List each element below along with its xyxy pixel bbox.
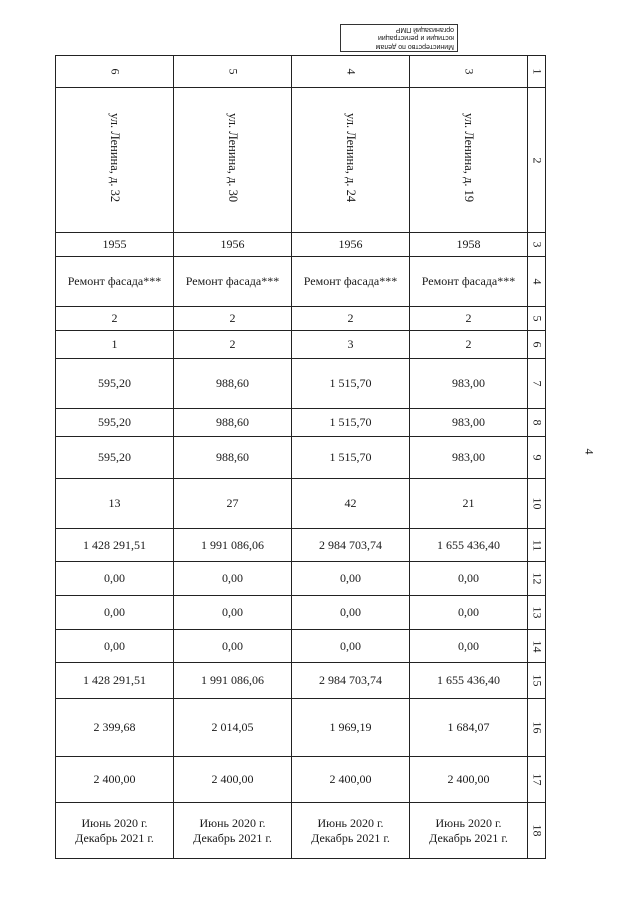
table-cell: 2 — [174, 307, 292, 331]
row-number — [528, 331, 546, 359]
table-cell: 0,00 — [174, 630, 292, 663]
table-row — [56, 479, 546, 529]
table-row — [56, 529, 546, 562]
table-cell: 0,00 — [410, 562, 528, 596]
row-number — [528, 359, 546, 409]
table-cell: 2 984 703,74 — [292, 663, 410, 699]
table-cell — [56, 88, 174, 233]
table-cell — [174, 803, 292, 859]
table-cell: 988,60 — [174, 437, 292, 479]
table-cell: 1 991 086,06 — [174, 663, 292, 699]
page-number: 4 — [582, 448, 597, 455]
table-cell: 1956 — [174, 233, 292, 257]
table-row — [56, 257, 546, 307]
end-date: Декабрь 2021 г. — [75, 830, 154, 845]
table-cell: 2 984 703,74 — [292, 529, 410, 562]
stamp-line-1: Министерство по делам — [375, 43, 454, 50]
table-cell: 0,00 — [174, 596, 292, 630]
cell-text: 3 — [462, 68, 476, 75]
table-cell: 2 — [410, 331, 528, 359]
cell-text: 5 — [226, 68, 240, 75]
address-text: ул. Ленина, д. 32 — [108, 113, 122, 203]
table-row — [56, 630, 546, 663]
row-number — [528, 409, 546, 437]
table-cell: Ремонт фасада*** — [410, 257, 528, 307]
row-number — [528, 437, 546, 479]
table-cell: 2 — [410, 307, 528, 331]
table-cell: 0,00 — [410, 630, 528, 663]
end-date: Декабрь 2021 г. — [311, 830, 390, 845]
table-row — [56, 409, 546, 437]
row-number-text: 12 — [530, 572, 544, 585]
table-cell: 0,00 — [292, 630, 410, 663]
row-number-text: 5 — [530, 315, 544, 322]
table-cell — [292, 803, 410, 859]
table-cell — [410, 803, 528, 859]
table-row — [56, 307, 546, 331]
row-number — [528, 88, 546, 233]
table-cell: 1 655 436,40 — [410, 663, 528, 699]
row-number — [528, 562, 546, 596]
repair-register-table — [55, 55, 546, 859]
table-cell: 2 014,05 — [174, 699, 292, 757]
table-cell: 2 400,00 — [410, 757, 528, 803]
table-cell: 0,00 — [410, 596, 528, 630]
table-cell: 0,00 — [292, 596, 410, 630]
row-number-text: 9 — [530, 454, 544, 461]
table-cell: 1958 — [410, 233, 528, 257]
row-number-text: 16 — [530, 721, 544, 734]
table-cell: 0,00 — [56, 596, 174, 630]
table-cell: 2 400,00 — [292, 757, 410, 803]
table-cell — [56, 56, 174, 88]
table-cell: 595,20 — [56, 359, 174, 409]
table-cell: 1 — [56, 331, 174, 359]
row-number-text: 18 — [530, 824, 544, 837]
address-text: ул. Ленина, д. 19 — [462, 113, 476, 203]
row-number — [528, 699, 546, 757]
stamp-line-2: юстиции и регистрации — [377, 34, 454, 42]
row-number — [528, 257, 546, 307]
table-cell: 988,60 — [174, 359, 292, 409]
table-cell: 1 991 086,06 — [174, 529, 292, 562]
table-row — [56, 596, 546, 630]
table-cell: 0,00 — [56, 562, 174, 596]
row-number-text: 3 — [530, 241, 544, 248]
table-cell: 983,00 — [410, 359, 528, 409]
table-row — [56, 56, 546, 88]
row-number-text: 7 — [530, 380, 544, 387]
start-date: Июнь 2020 г. — [317, 815, 384, 830]
table-cell: 2 400,00 — [174, 757, 292, 803]
row-number — [528, 479, 546, 529]
start-date: Июнь 2020 г. — [81, 815, 148, 830]
table-row — [56, 757, 546, 803]
row-number-text: 17 — [530, 773, 544, 786]
table-row — [56, 803, 546, 859]
table-cell — [292, 56, 410, 88]
row-number-text: 2 — [530, 157, 544, 163]
ministry-stamp — [340, 24, 458, 52]
table-cell: 1 428 291,51 — [56, 529, 174, 562]
row-number-text: 8 — [530, 419, 544, 426]
end-date: Декабрь 2021 г. — [193, 830, 272, 845]
table-cell: 983,00 — [410, 437, 528, 479]
table-cell: Ремонт фасада*** — [292, 257, 410, 307]
row-number — [528, 307, 546, 331]
row-number — [528, 233, 546, 257]
table-cell: 1 515,70 — [292, 437, 410, 479]
row-number-text: 6 — [530, 341, 544, 348]
address-text: ул. Ленина, д. 24 — [344, 113, 358, 203]
table-cell — [410, 56, 528, 88]
table-cell — [410, 88, 528, 233]
table-cell: 21 — [410, 479, 528, 529]
row-number-text: 1 — [530, 68, 544, 75]
table-cell: 988,60 — [174, 409, 292, 437]
table-cell: 1 655 436,40 — [410, 529, 528, 562]
table-cell: 1 515,70 — [292, 409, 410, 437]
table-cell — [56, 803, 174, 859]
row-number-text: 11 — [530, 539, 544, 551]
table-cell: 2 400,00 — [56, 757, 174, 803]
row-number — [528, 803, 546, 859]
row-number-text: 15 — [530, 674, 544, 687]
start-date: Июнь 2020 г. — [435, 815, 502, 830]
table-cell: 1 428 291,51 — [56, 663, 174, 699]
start-date: Июнь 2020 г. — [199, 815, 266, 830]
table-cell: 595,20 — [56, 437, 174, 479]
row-number — [528, 596, 546, 630]
table-row — [56, 233, 546, 257]
row-number-text: 14 — [530, 640, 544, 652]
table-cell: 3 — [292, 331, 410, 359]
table-cell: 1955 — [56, 233, 174, 257]
table-cell — [174, 88, 292, 233]
address-text: ул. Ленина, д. 30 — [226, 113, 240, 203]
table-cell: 2 — [292, 307, 410, 331]
table-cell: 1 969,19 — [292, 699, 410, 757]
table-cell — [292, 88, 410, 233]
cell-text: 4 — [344, 68, 358, 75]
table-row — [56, 663, 546, 699]
table-cell: 595,20 — [56, 409, 174, 437]
row-number — [528, 56, 546, 88]
table-cell: 983,00 — [410, 409, 528, 437]
table-row — [56, 437, 546, 479]
table-cell: 1 515,70 — [292, 359, 410, 409]
table-cell: 2 — [174, 331, 292, 359]
table-cell: 42 — [292, 479, 410, 529]
table-row — [56, 359, 546, 409]
row-number-text: 10 — [530, 497, 544, 510]
table-cell: Ремонт фасада*** — [56, 257, 174, 307]
row-number — [528, 757, 546, 803]
row-number — [528, 529, 546, 562]
table-cell: 13 — [56, 479, 174, 529]
row-number — [528, 630, 546, 663]
table-cell: 0,00 — [292, 562, 410, 596]
end-date: Декабрь 2021 г. — [429, 830, 508, 845]
table-row — [56, 331, 546, 359]
table-cell: 27 — [174, 479, 292, 529]
table-row — [56, 88, 546, 233]
table-cell: Ремонт фасада*** — [174, 257, 292, 307]
table-row — [56, 562, 546, 596]
table-cell: 0,00 — [56, 630, 174, 663]
table-cell: 2 399,68 — [56, 699, 174, 757]
table-cell: 1 684,07 — [410, 699, 528, 757]
row-number-text: 13 — [530, 606, 544, 619]
row-number-text: 4 — [530, 278, 544, 285]
row-number — [528, 663, 546, 699]
cell-text: 6 — [108, 68, 122, 75]
table-cell: 0,00 — [174, 562, 292, 596]
stamp-line-3: организаций ПМР — [395, 26, 454, 33]
table-cell — [174, 56, 292, 88]
table-cell: 1956 — [292, 233, 410, 257]
table-row — [56, 699, 546, 757]
table-cell: 2 — [56, 307, 174, 331]
